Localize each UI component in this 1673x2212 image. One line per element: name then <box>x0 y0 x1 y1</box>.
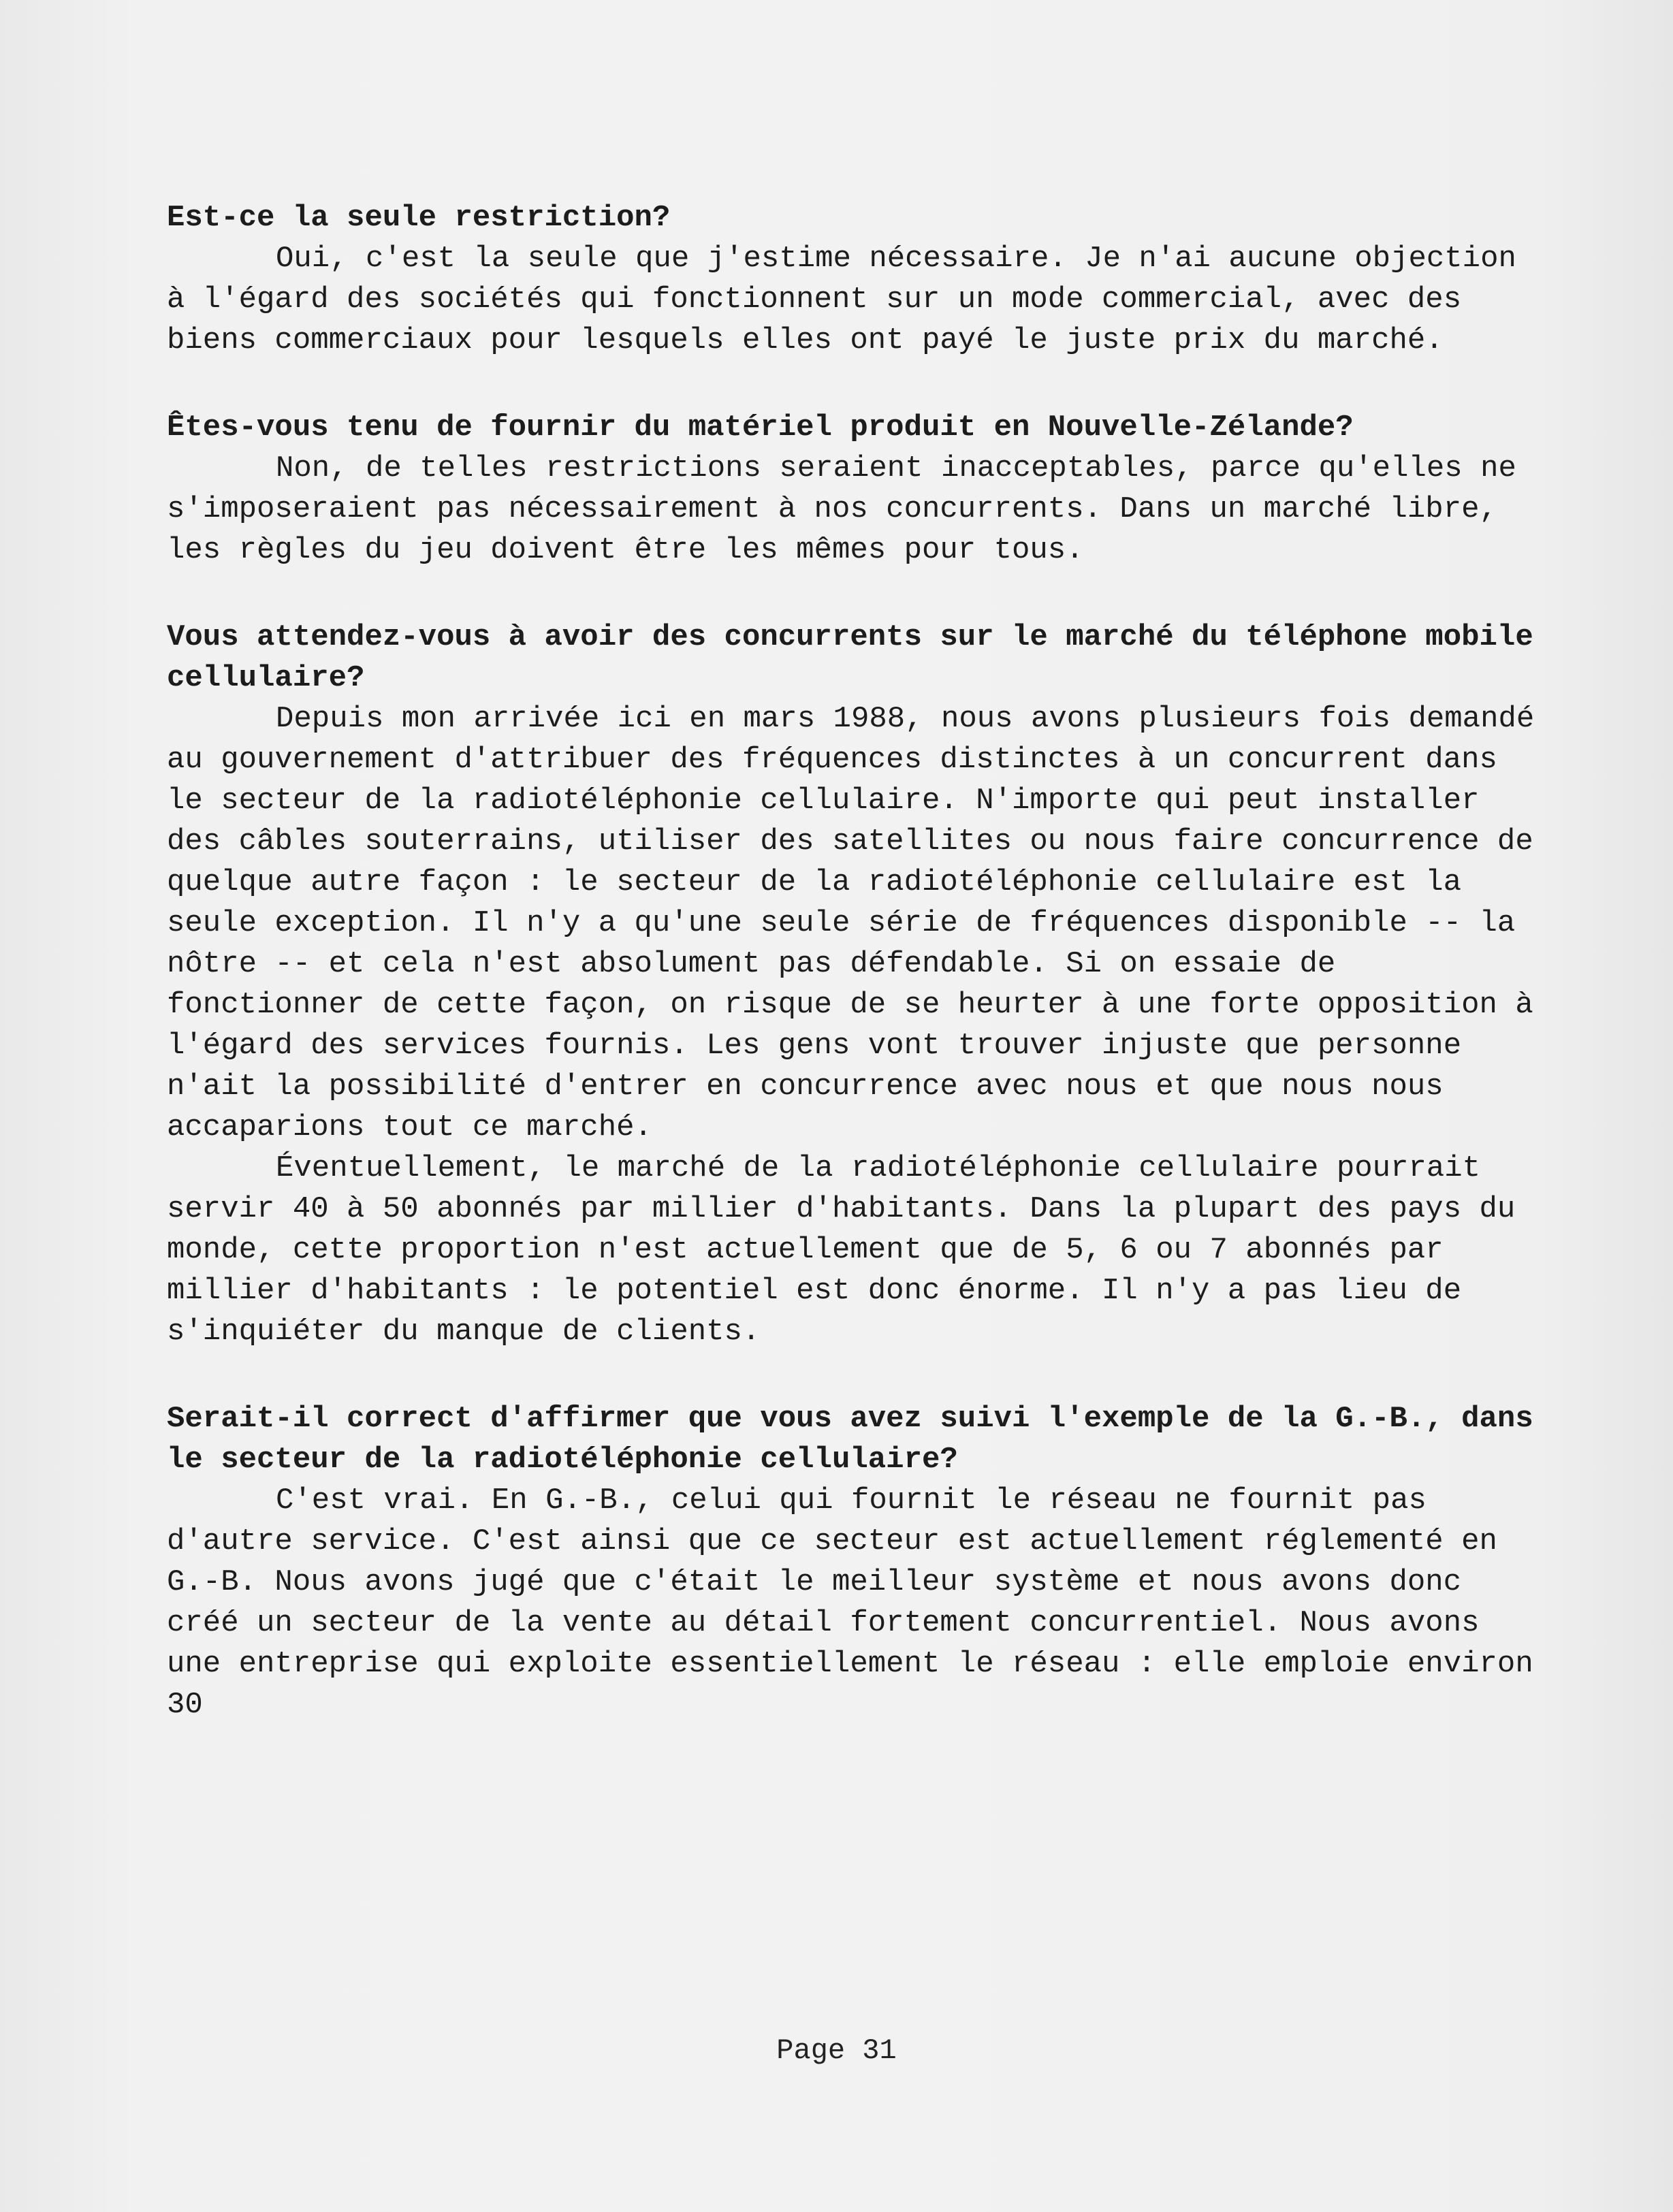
answer-3: Depuis mon arrivée ici en mars 1988, nous avons plusieurs fois demandé au gouvernement d'attribuer des fréquences distinctes à un concurrent dans le secteur de la radiotéléphonie cellulaire. N'importe qui peut installer des câbles souterrains, utiliser des satellites ou nous faire concurrence de quelque autre façon : le secteur de la radiotéléphonie cellulaire est la seule exception. Il n'y a qu'une seule série de fréquences disponible -- la nôtre -- et cela n'est absolument pas défendable. Si on essaie de fonctionner de cette façon, on risque de se heurter à une forte opposition à l'égard des services fournis. Les gens vont trouver injuste que personne n'ait la possibilité d'entrer en concurrence avec nous et que nous nous accaparions tout ce marché. <box>167 702 1535 1144</box>
page-number: Page 31 <box>776 2034 897 2067</box>
answer-3-continued: Éventuellement, le marché de la radiotéléphonie cellulaire pourrait servir 40 à 50 abonnés par millier d'habitants. Dans la plupart des pays du monde, cette proportion n'est actuellement que de 5, 6 ou 7 abonnés par millier d'habitants : le potentiel est donc énorme. Il n'y a pas lieu de s'inquiéter du manque de clients. <box>167 1151 1516 1349</box>
document-body <box>167 197 1535 1725</box>
spacer <box>167 571 1535 617</box>
answer-4: C'est vrai. En G.-B., celui qui fournit le réseau ne fournit pas d'autre service. C'est ainsi que ce secteur est actuellement réglementé en G.-B. Nous avons jugé que c'était le meilleur système et nous avons donc créé un secteur de la vente au détail fortement concurrentiel. Nous avons une entreprise qui exploite essentiellement le réseau : elle emploie environ 30 <box>167 1484 1533 1722</box>
spacer <box>167 1352 1535 1398</box>
spacer <box>167 361 1535 407</box>
question-4: Serait-il correct d'affirmer que vous avez suivi l'exemple de la G.-B., dans le secteur de la radiotéléphonie cellulaire? <box>167 1402 1533 1477</box>
answer-2: Non, de telles restrictions seraient inacceptables, parce qu'elles ne s'imposeraient pas nécessairement à nos concurrents. Dans un marché libre, les règles du jeu doivent être les mêmes pour tous. <box>167 451 1516 567</box>
answer-1: Oui, c'est la seule que j'estime nécessaire. Je n'ai aucune objection à l'égard des sociétés qui fonctionnent sur un mode commercial, avec des biens commerciaux pour lesquels elles ont payé le juste prix du marché. <box>167 242 1516 357</box>
question-2: Êtes-vous tenu de fournir du matériel produit en Nouvelle-Zélande? <box>167 411 1354 445</box>
question-1: Est-ce la seule restriction? <box>167 201 671 235</box>
question-3: Vous attendez-vous à avoir des concurrents sur le marché du téléphone mobile cellulaire? <box>167 620 1533 695</box>
